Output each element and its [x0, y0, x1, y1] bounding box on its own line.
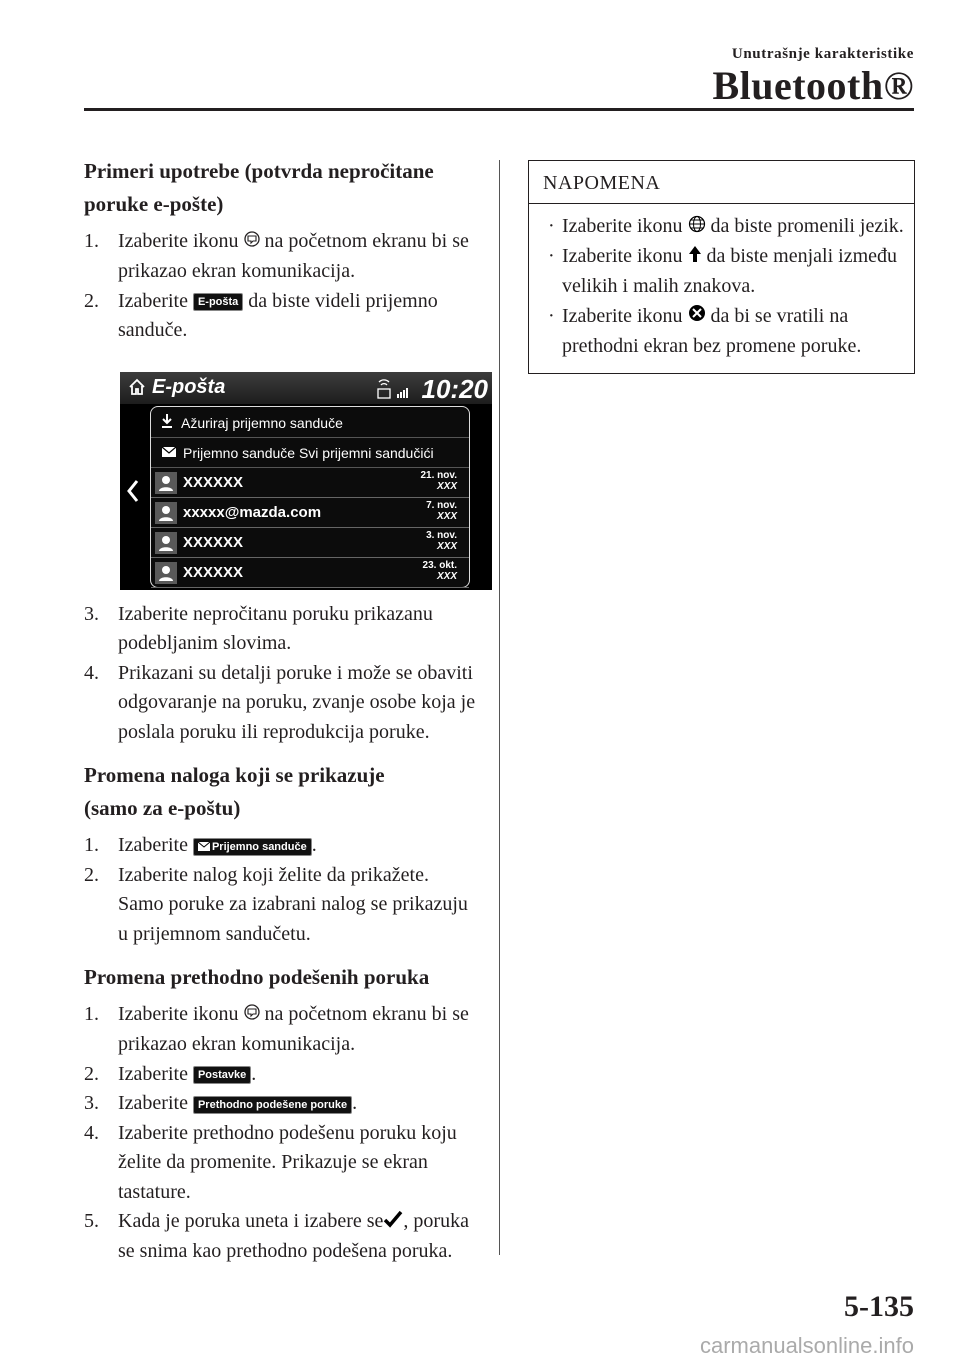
page-title: Bluetooth® — [712, 63, 914, 108]
inbox-selector-row[interactable]: Prijemno sanduče Svi prijemni sandučići — [151, 439, 469, 468]
list-item: 2. Izaberite E-pošta da biste videli prijemno sanduče. — [84, 289, 438, 342]
email-screen — [120, 372, 492, 590]
list-item: 4. Izaberite prethodno podešenu poruku koju želite da promenite. Prikazuje se ekran tastature. — [84, 1121, 457, 1203]
heading-account: Promena naloga koji se prikazuje (samo za e-poštu) — [84, 763, 385, 821]
envelope-icon — [198, 842, 210, 851]
list-item: 3. Izaberite Prethodno podešene poruke . — [84, 1092, 358, 1115]
note-box — [528, 160, 915, 374]
list-item: 2. Izaberite Postavke . — [84, 1062, 257, 1085]
list-item: · Izaberite ikonu da biste menjali između velikih i malih znakova. — [529, 242, 914, 302]
steps-account — [84, 831, 476, 949]
message-row[interactable]: XXXXXX 21. nov. XXX — [151, 469, 469, 498]
header-rule — [84, 108, 914, 111]
checkmark-icon — [383, 1208, 403, 1238]
back-chevron-icon[interactable] — [126, 479, 140, 508]
list-item: 1. Izaberite Prijemno sanduče . — [84, 834, 317, 857]
inbox-button[interactable]: Prijemno sanduče — [193, 838, 312, 856]
list-item: · Izaberite ikonu da bi se vratili na prethodni ekran bez promene poruke. — [529, 302, 914, 362]
steps-unread-cont — [84, 600, 476, 748]
message-row[interactable]: XXXXXX 23. okt. XXX — [151, 559, 469, 588]
steps-unread — [84, 227, 476, 346]
list-item: 1. Izaberite ikonu na početnom ekranu bi se prikazao ekran komunikacija. — [84, 1000, 476, 1060]
list-item: 1. Izaberite ikonu na početnom ekranu bi se prikazao ekran komunikacija. — [84, 227, 476, 287]
heading-unread-email: Primeri upotrebe (potvrda nepročitane poruke e-pošte) — [84, 159, 434, 216]
inbox-panel — [150, 406, 470, 588]
list-item: 3. Izaberite nepročitanu poruku prikazanu podebljanim slovima. — [84, 602, 433, 655]
email-button[interactable]: E-pošta — [193, 293, 243, 311]
list-item: 4. Prikazani su detalji poruke i može se obaviti odgovaranje na poruku, zvanje osobe koja je poslala poruku ili reprodukcija poruke. — [84, 661, 476, 743]
message-row[interactable]: XXXXXX 3. nov. XXX — [151, 529, 469, 558]
screen-top-bar — [120, 372, 492, 404]
page-number: 5-135 — [844, 1290, 914, 1323]
communication-icon — [244, 1001, 260, 1031]
list-item: 2. Izaberite nalog koji želite da prikažete. Samo poruke za izabrani nalog se prikazuju u prijemnom sandučetu. — [84, 863, 468, 945]
shift-arrow-icon — [688, 243, 702, 273]
preset-messages-button[interactable]: Prethodno podešene poruke — [193, 1096, 352, 1114]
settings-button[interactable]: Postavke — [193, 1066, 251, 1084]
signal-icon — [375, 376, 415, 405]
globe-icon — [688, 213, 706, 243]
note-title: NAPOMENA — [529, 161, 914, 204]
contact-avatar-icon — [155, 532, 177, 554]
clock: 10:20 — [421, 373, 488, 404]
column-divider — [499, 160, 500, 1255]
cancel-x-icon — [688, 302, 706, 332]
contact-avatar-icon — [155, 472, 177, 494]
list-item: · Izaberite ikonu da biste promenili jezik. — [529, 212, 914, 242]
download-icon — [161, 414, 173, 431]
list-item: 5. Kada je poruka uneta i izabere se , poruka se snima kao prethodno podešena poruka. — [84, 1207, 476, 1267]
contact-avatar-icon — [155, 502, 177, 524]
message-row[interactable]: xxxxx@mazda.com 7. nov. XXX — [151, 499, 469, 528]
screen-title: E-pošta — [152, 375, 226, 398]
section-label: Unutrašnje karakteristike — [731, 46, 914, 62]
envelope-icon — [161, 445, 177, 461]
heading-preset: Promena prethodno podešenih poruka — [84, 965, 430, 990]
communication-icon — [244, 228, 260, 258]
steps-preset — [84, 1000, 476, 1267]
home-icon[interactable] — [128, 378, 146, 401]
contact-avatar-icon — [155, 562, 177, 584]
watermark: carmanualsonline.info — [699, 1333, 914, 1358]
update-inbox-row[interactable]: Ažuriraj prijemno sanduče — [151, 409, 469, 438]
note-list — [529, 212, 914, 361]
left-column — [84, 155, 488, 1267]
